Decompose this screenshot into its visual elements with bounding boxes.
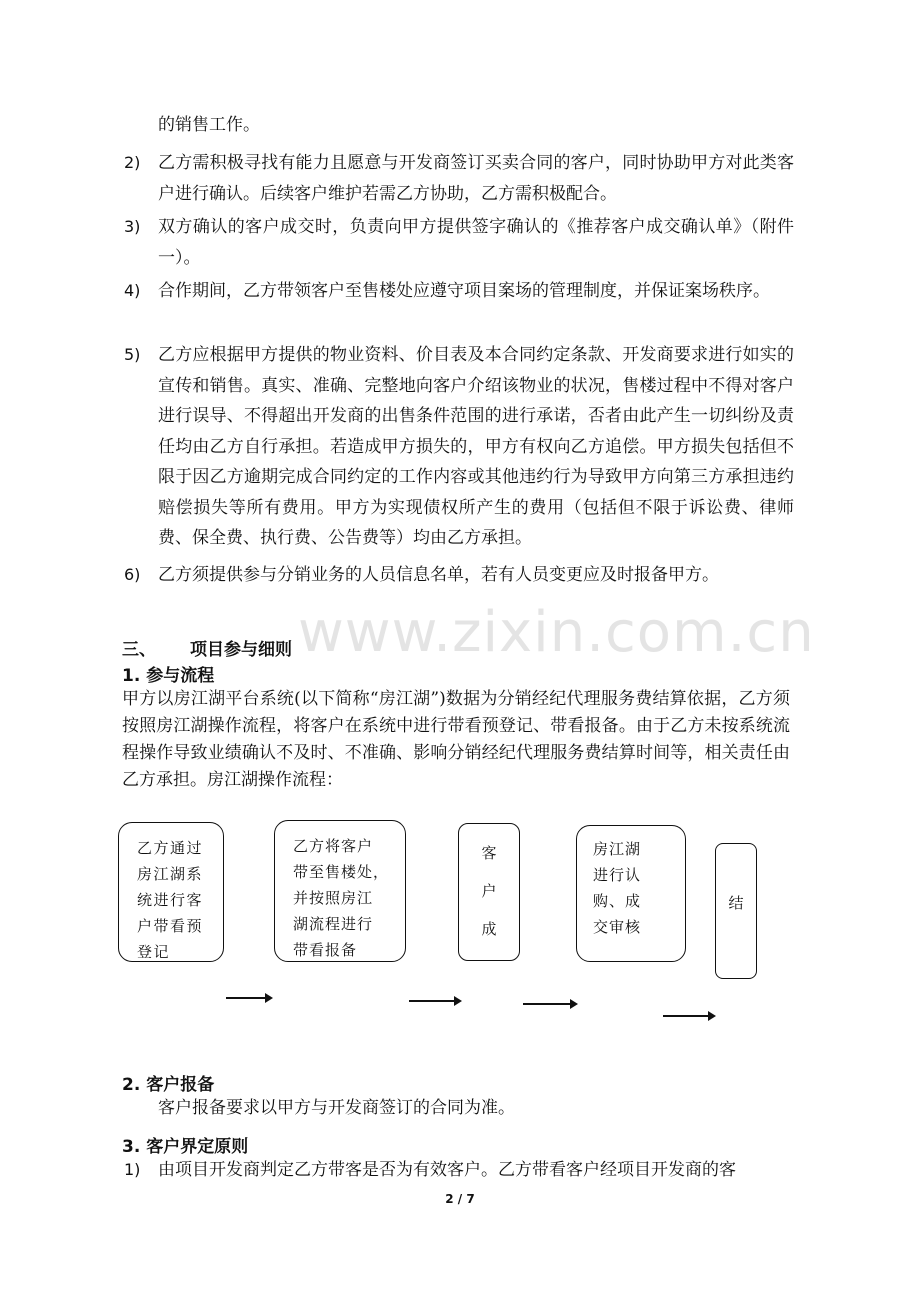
item-number: 3) [124, 217, 141, 236]
flow-box-site-visit-report: 乙方将客户 带至售楼处， 并按照房江 湖流程进行 带看报备 [274, 820, 406, 962]
customer-definition-text: 由项目开发商判定乙方带客是否为有效客户。乙方带看客户经项目开发商的客 [158, 1160, 736, 1180]
section-title: 项目参与细则 [190, 640, 292, 660]
flow-arrow [523, 1003, 571, 1005]
flow-box-settlement: 结 [715, 843, 757, 979]
flow-arrow [409, 1000, 455, 1002]
list-item: 乙方需积极寻找有能力且愿意与开发商签订买卖合同的客户，同时协助甲方对此类客户进行确认。后续客户维护若需乙方协助，乙方需积极配合。 [158, 153, 794, 204]
section-number: 三、 [122, 640, 156, 660]
subsection-heading: 3. 客户界定原则 [122, 1137, 249, 1157]
subsection-heading: 1. 参与流程 [122, 666, 215, 686]
flow-arrow [226, 997, 266, 999]
flow-box-predaily-registration: 乙方通过 房江湖系 统进行客 户带看预 登记 [118, 822, 224, 962]
item-number: 6) [124, 565, 141, 584]
flow-box-purchase-review: 房江湖 进行认 购、成 交审核 [576, 825, 686, 962]
continued-line: 的销售工作。 [158, 115, 260, 135]
item-number: 2) [124, 153, 141, 172]
report-requirement-text: 客户报备要求以甲方与开发商签订的合同为准。 [158, 1098, 515, 1118]
subsection-heading: 2. 客户报备 [122, 1075, 215, 1095]
list-item: 合作期间，乙方带领客户至售楼处应遵守项目案场的管理制度，并保证案场秩序。 [158, 281, 770, 301]
process-paragraph: 甲方以房江湖平台系统(以下简称“房江湖”)数据为分销经纪代理服务费结算依据，乙方须按照房江湖操作流程，将客户在系统中进行带看预登记、带看报备。由于乙方未按系统流程操作导致业绩确认不及时、不准确、影响分销经纪代理服务费结算时间等，相关责任由乙方承担。房江湖操作流程： [122, 689, 790, 790]
list-item: 乙方须提供参与分销业务的人员信息名单，若有人员变更应及时报备甲方。 [158, 565, 719, 585]
page-number: 2 / 7 [445, 1192, 475, 1206]
list-item: 双方确认的客户成交时，负责向甲方提供签字确认的《推荐客户成交确认单》（附件一）。 [158, 217, 794, 268]
flow-arrow [663, 1015, 709, 1017]
item-number: 5) [124, 345, 141, 364]
flow-box-customer-deal: 客 户 成 [458, 823, 520, 961]
watermark: www.zixin.com.cn [298, 600, 815, 665]
item-number: 1) [124, 1160, 141, 1179]
list-item: 乙方应根据甲方提供的物业资料、价目表及本合同约定条款、开发商要求进行如实的宣传和销售。真实、准确、完整地向客户介绍该物业的状况，售楼过程中不得对客户进行误导、不得超出开发商的出售条件范围的进行承诺，否者由此产生一切纠纷及责任均由乙方自行承担。若造成甲方损失的，甲方有权向乙方追偿。甲方损失包括但不限于因乙方逾期完成合同约定的工作内容或其他违约行为导致甲方向第三方承担违约赔偿损失等所有费用。甲方为实现债权所产生的费用（包括但不限于诉讼费、律师费、保全费、执行费、公告费等）均由乙方承担。 [158, 345, 794, 548]
item-number: 4) [124, 281, 141, 300]
